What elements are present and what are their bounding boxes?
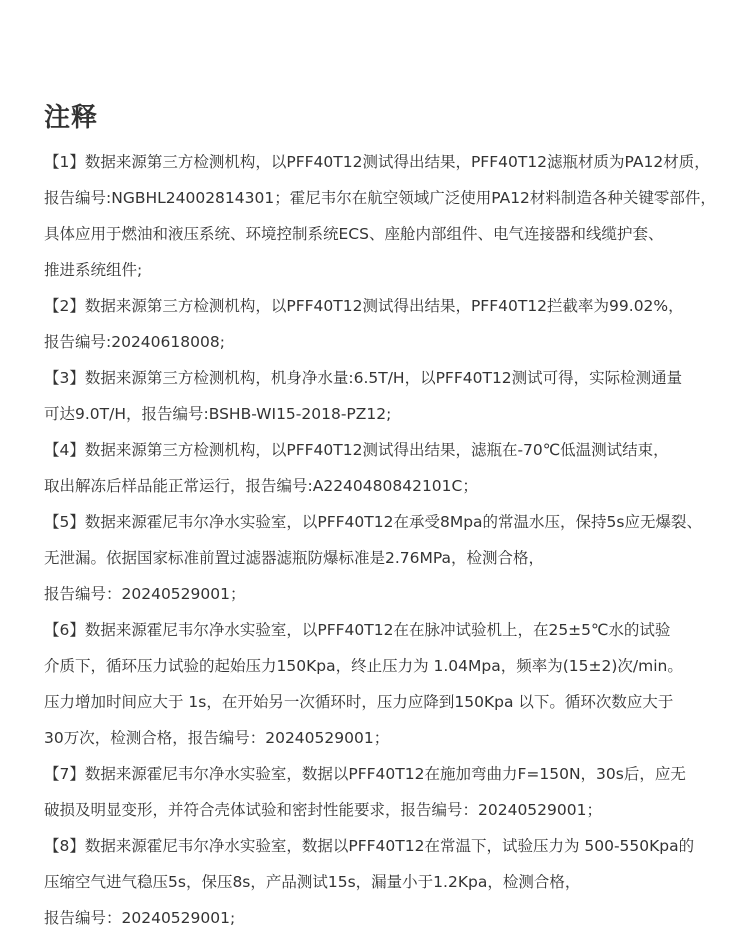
note-line: 压力增加时间应大于 1s，在开始另一次循环时，压力应降到150Kpa 以下。循环次数应大于 xyxy=(44,693,674,711)
note-line: 【8】数据来源霍尼韦尔净水实验室，数据以PFF40T12在常温下，试验压力为 500-550Kpa的 xyxy=(44,837,695,855)
note-4 xyxy=(44,432,734,504)
note-line: 报告编号：20240529001; xyxy=(44,909,236,927)
note-line: 【4】数据来源第三方检测机构，以PFF40T12测试得出结果，滤瓶在-70℃低温测试结束， xyxy=(44,441,669,459)
note-line: 【1】数据来源第三方检测机构，以PFF40T12测试得出结果，PFF40T12滤瓶材质为PA12材质， xyxy=(44,153,710,171)
page-title: 注释 xyxy=(44,103,99,133)
note-line: 【3】数据来源第三方检测机构，机身净水量:6.5T/H，以PFF40T12测试可得，实际检测通量 xyxy=(44,369,683,387)
note-5 xyxy=(44,504,734,612)
note-8 xyxy=(44,828,734,936)
note-line: 【5】数据来源霍尼韦尔净水实验室，以PFF40T12在承受8Mpa的常温水压，保持5s应无爆裂、 xyxy=(44,513,702,531)
note-line: 破损及明显变形，并符合壳体试验和密封性能要求，报告编号：20240529001； xyxy=(44,801,602,819)
note-line: 推进系统组件; xyxy=(44,261,143,279)
note-line: 报告编号:20240618008; xyxy=(44,333,225,351)
notes-list xyxy=(44,144,734,936)
note-line: 介质下，循环压力试验的起始压力150Kpa，终止压力为 1.04Mpa，频率为(15±2)次/min。 xyxy=(44,657,683,675)
note-line: 压缩空气进气稳压5s，保压8s，产品测试15s，漏量小于1.2Kpa，检测合格， xyxy=(44,873,581,891)
note-7 xyxy=(44,756,734,828)
note-line: 【6】数据来源霍尼韦尔净水实验室，以PFF40T12在在脉冲试验机上，在25±5℃水的试验 xyxy=(44,621,671,639)
note-6 xyxy=(44,612,734,756)
note-2 xyxy=(44,288,734,360)
note-line: 30万次，检测合格，报告编号：20240529001； xyxy=(44,729,390,747)
note-3 xyxy=(44,360,734,432)
note-line: 报告编号：20240529001； xyxy=(44,585,246,603)
note-line: 具体应用于燃油和液压系统、环境控制系统ECS、座舱内部组件、电气连接器和线缆护套、 xyxy=(44,225,664,243)
note-line: 无泄漏。依据国家标准前置过滤器滤瓶防爆标准是2.76MPa，检测合格， xyxy=(44,549,545,567)
note-line: 【7】数据来源霍尼韦尔净水实验室，数据以PFF40T12在施加弯曲力F=150N，30s后，应无 xyxy=(44,765,686,783)
note-line: 【2】数据来源第三方检测机构，以PFF40T12测试得出结果，PFF40T12拦截率为99.02%， xyxy=(44,297,684,315)
note-line: 可达9.0T/H，报告编号:BSHB-WI15-2018-PZ12; xyxy=(44,405,392,423)
note-1 xyxy=(44,144,734,288)
note-line: 报告编号:NGBHL24002814301；霍尼韦尔在航空领域广泛使用PA12材料制造各种关键零部件， xyxy=(44,189,716,207)
note-line: 取出解冻后样品能正常运行，报告编号:A2240480842101C； xyxy=(44,477,478,495)
